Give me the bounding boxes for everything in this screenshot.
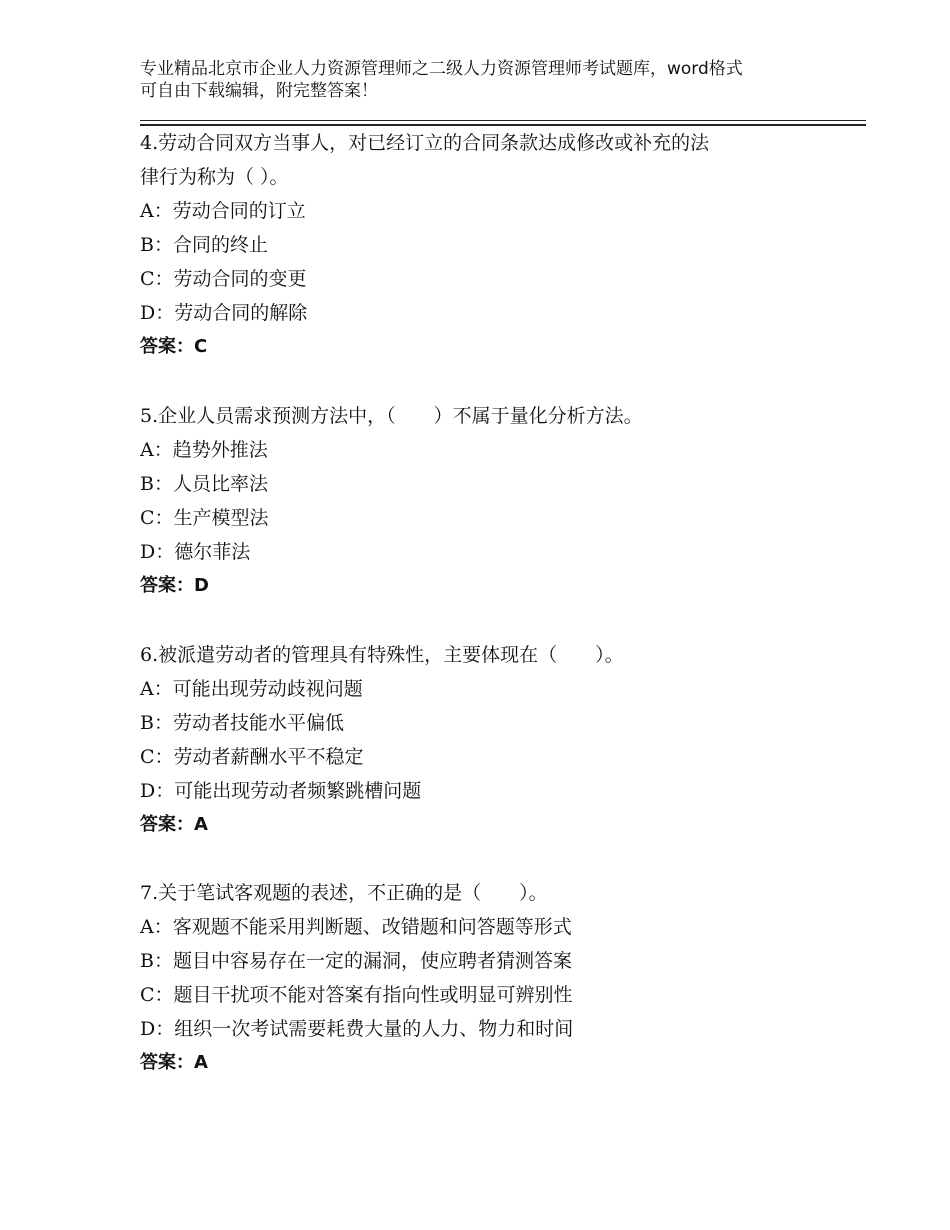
option-d: D：组织一次考试需要耗费大量的人力、物力和时间	[140, 1018, 574, 1040]
option-c: C：劳动者薪酬水平不稳定	[140, 746, 364, 768]
option-b: B：题目中容易存在一定的漏洞，使应聘者猜测答案	[140, 950, 572, 972]
answer: 答案：C	[140, 336, 208, 357]
option-c: C：生产模型法	[140, 507, 269, 529]
question-7	[140, 876, 840, 1080]
question-stem-continued: 律行为称为（ ）。	[140, 166, 289, 188]
option-a: A：可能出现劳动歧视问题	[140, 678, 363, 700]
option-d: D：可能出现劳动者频繁跳槽问题	[140, 780, 422, 802]
option-a: A：趋势外推法	[140, 439, 268, 461]
option-a: A：劳动合同的订立	[140, 200, 306, 222]
option-a: A：客观题不能采用判断题、改错题和问答题等形式	[140, 916, 572, 938]
option-b: B：合同的终止	[140, 234, 268, 256]
question-stem: 4.劳动合同双方当事人，对已经订立的合同条款达成修改或补充的法	[140, 132, 710, 154]
option-c: C：劳动合同的变更	[140, 268, 307, 290]
option-b: B：劳动者技能水平偏低	[140, 712, 344, 734]
header-line-1: 专业精品北京市企业人力资源管理师之二级人力资源管理师考试题库，word格式	[140, 59, 743, 79]
question-stem: 5.企业人员需求预测方法中，（ ）不属于量化分析方法。	[140, 405, 643, 427]
question-stem: 6.被派遣劳动者的管理具有特殊性，主要体现在（ ）。	[140, 644, 624, 666]
header-line-2: 可自由下载编辑，附完整答案！	[140, 81, 378, 101]
option-d: D：劳动合同的解除	[140, 302, 308, 324]
question-4	[140, 126, 840, 364]
question-stem: 7.关于笔试客观题的表述，不正确的是（ ）。	[140, 882, 548, 904]
header-rule-thin	[140, 120, 866, 121]
option-d: D：德尔菲法	[140, 541, 251, 563]
answer: 答案：D	[140, 575, 209, 596]
answer: 答案：A	[140, 1052, 208, 1073]
option-b: B：人员比率法	[140, 473, 268, 495]
option-c: C：题目干扰项不能对答案有指向性或明显可辨别性	[140, 984, 573, 1006]
question-6	[140, 638, 840, 842]
answer: 答案：A	[140, 814, 208, 835]
question-5	[140, 399, 840, 603]
document-header	[140, 58, 820, 102]
